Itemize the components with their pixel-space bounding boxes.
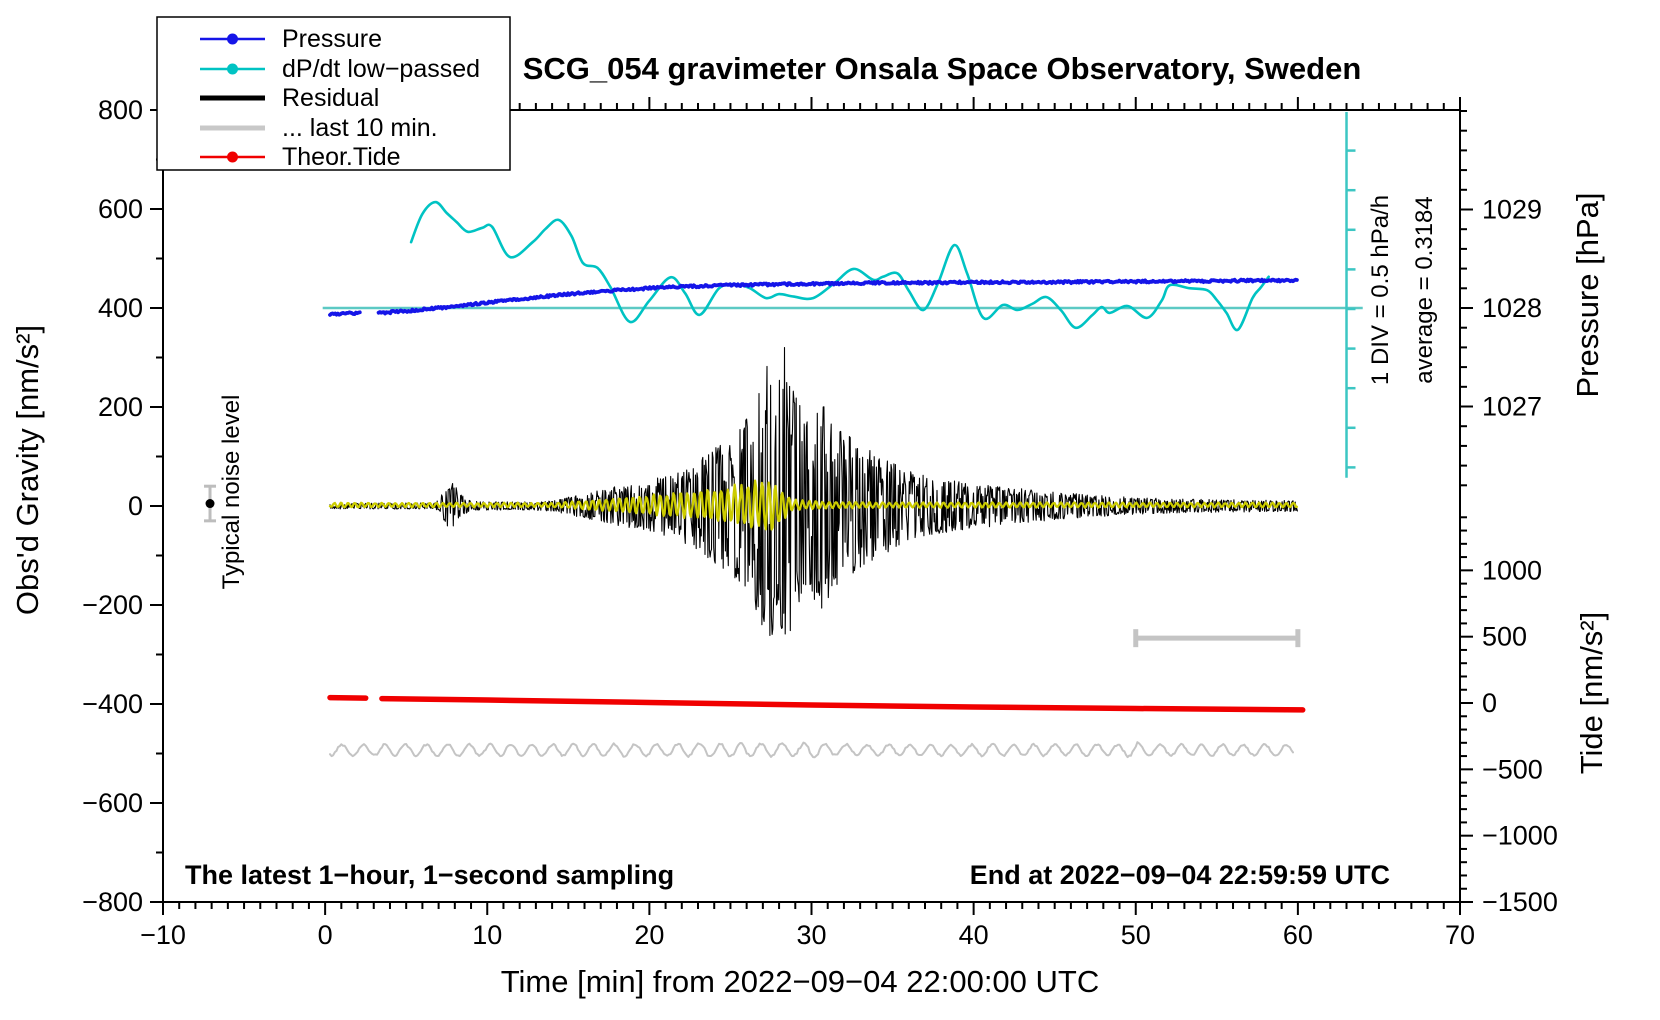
legend-label-pressure: Pressure	[282, 25, 383, 53]
axes-and-ticks	[82, 95, 1558, 950]
series-last_10_min_expanded	[330, 742, 1293, 757]
noise-dot	[206, 499, 215, 508]
tide-tick-label: −500	[1482, 754, 1543, 785]
x-tick-label: 10	[472, 920, 503, 950]
x-tick-label: 0	[317, 920, 333, 950]
series-theor_tide	[382, 699, 1303, 710]
x-axis-title: Time [min] from 2022−09−04 22:00:00 UTC	[500, 964, 1100, 999]
tide-axis-title: Tide [nm/s²]	[1574, 611, 1609, 775]
tide-tick-label: 0	[1482, 688, 1498, 719]
series-residual	[330, 348, 1297, 636]
tide-tick-label: −1000	[1482, 820, 1558, 851]
pressure-axis-title: Pressure [hPa]	[1570, 192, 1605, 398]
y-left-tick-label: 600	[97, 194, 143, 224]
legend	[157, 17, 510, 171]
x-tick-label: −10	[140, 920, 186, 950]
series-theor_tide	[330, 698, 366, 699]
typical-noise-label: Typical noise level	[218, 394, 245, 590]
average-note: average = 0.3184	[1411, 196, 1438, 384]
x-tick-label: 60	[1282, 920, 1313, 950]
sampling-note: The latest 1−hour, 1−second sampling	[185, 860, 675, 890]
div-scale-note: 1 DIV = 0.5 hPa/h	[1367, 194, 1394, 386]
x-tick-label: 40	[958, 920, 989, 950]
chart-title: SCG_054 gravimeter Onsala Space Observatory, Sweden	[522, 51, 1362, 86]
y-left-tick-label: −800	[82, 887, 143, 917]
legend-label-theortide: Theor.Tide	[282, 143, 401, 171]
tide-tick-label: −1500	[1482, 887, 1558, 917]
y-left-tick-label: 200	[97, 392, 143, 422]
tide-tick-label: 1000	[1482, 555, 1543, 586]
legend-label-dpdt: dP/dt low−passed	[282, 55, 481, 83]
series-dpdt_lowpassed	[411, 202, 1269, 330]
y-left-tick-label: −400	[82, 689, 143, 719]
series-pressure	[330, 312, 360, 315]
x-tick-label: 70	[1444, 920, 1476, 950]
tide-tick-label: 500	[1482, 621, 1528, 652]
legend-sample-dot	[227, 34, 238, 45]
legend-label-last10: ... last 10 min.	[282, 114, 438, 142]
legend-sample-dot	[227, 152, 238, 163]
end-time-note: End at 2022−09−04 22:59:59 UTC	[969, 860, 1390, 890]
y-left-tick-label: 0	[127, 491, 143, 521]
y-left-tick-label: −600	[82, 788, 143, 818]
pressure-tick-label: 1027	[1482, 391, 1543, 422]
x-tick-label: 20	[634, 920, 665, 950]
pressure-tick-label: 1029	[1482, 194, 1543, 225]
legend-sample-dot	[227, 64, 238, 75]
y-left-tick-label: 400	[97, 293, 143, 323]
data-series	[204, 202, 1303, 757]
legend-label-residual: Residual	[282, 84, 380, 112]
left-axis-title: Obs'd Gravity [nm/s²]	[10, 324, 45, 616]
pressure-tick-label: 1028	[1482, 293, 1543, 323]
y-left-tick-label: 800	[97, 95, 143, 125]
y-left-tick-label: −200	[82, 590, 143, 620]
x-tick-label: 50	[1120, 920, 1151, 950]
x-tick-label: 30	[796, 920, 827, 950]
